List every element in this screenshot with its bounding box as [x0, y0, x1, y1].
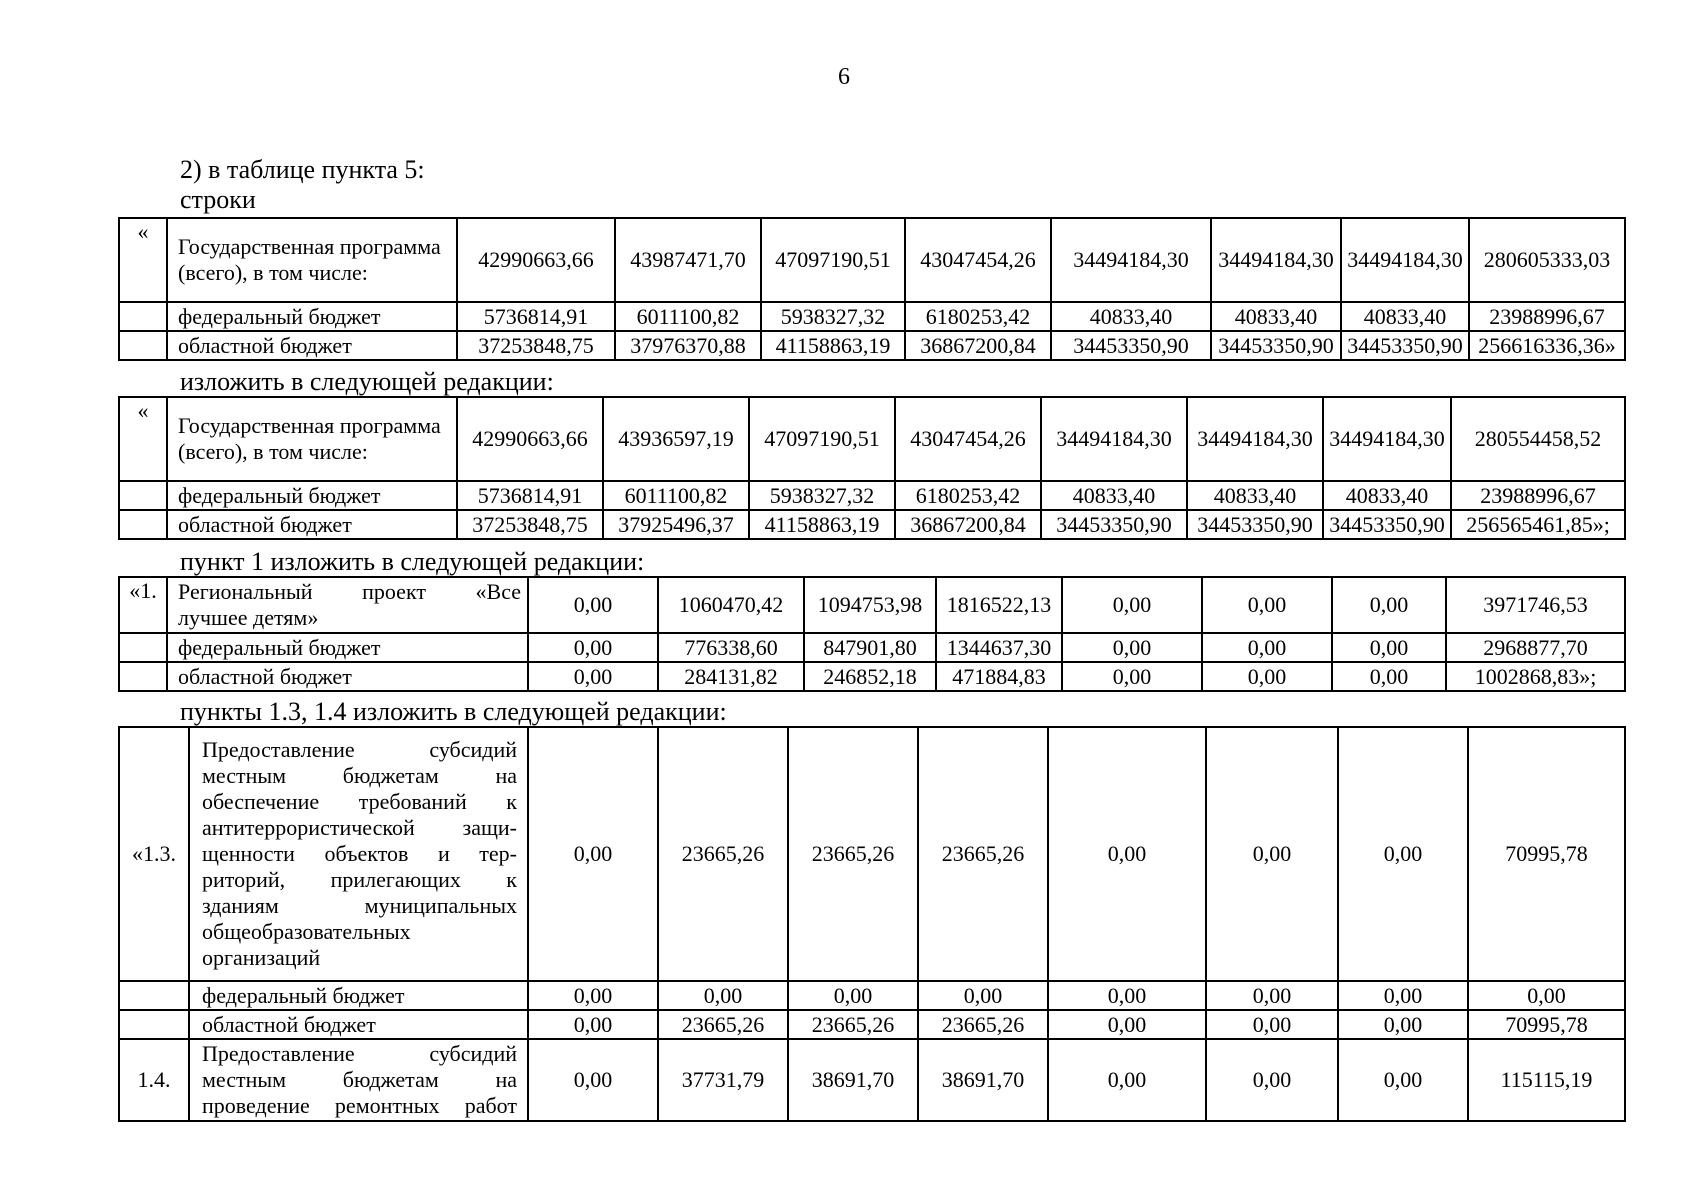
table-row	[119, 727, 1625, 981]
row-name-line: местным бюджетам на	[202, 763, 517, 788]
row-name	[189, 1039, 528, 1121]
cell-value: 40833,40	[1211, 302, 1341, 331]
cell-value: 0,00	[1062, 633, 1202, 662]
cell-value: 34453350,90	[1051, 331, 1211, 360]
cell-value: 0,00	[1332, 577, 1446, 633]
cell-value: 0,00	[1338, 1010, 1468, 1039]
cell-value: 23665,26	[918, 727, 1048, 981]
cell-value: 6011100,82	[603, 481, 749, 510]
cell-value: 37253848,75	[457, 510, 603, 539]
cell-value: 6180253,42	[905, 302, 1051, 331]
cell-value: 471884,83	[936, 662, 1062, 691]
cell-value: 41158863,19	[749, 510, 895, 539]
cell-value: 0,00	[528, 1010, 658, 1039]
cell-value: 0,00	[528, 727, 658, 981]
cell-value: 847901,80	[804, 633, 936, 662]
cell-value: 1094753,98	[804, 577, 936, 633]
table-items-1-3-1-4	[118, 726, 1626, 1122]
cell-value: 5736814,91	[457, 481, 603, 510]
row-mark: «	[119, 397, 167, 481]
cell-value: 36867200,84	[895, 510, 1041, 539]
row-name-line: антитеррористической защи-	[202, 815, 517, 840]
cell-value: 43047454,26	[905, 218, 1051, 302]
page-number: 6	[838, 64, 850, 90]
cell-value: 0,00	[1048, 1039, 1206, 1121]
cell-value: 0,00	[918, 981, 1048, 1010]
row-name-line: риторий, прилегающих к	[202, 867, 517, 892]
cell-value: 776338,60	[658, 633, 804, 662]
row-name: областной бюджет	[167, 331, 457, 360]
cell-value: 0,00	[1062, 662, 1202, 691]
cell-value: 0,00	[1202, 577, 1332, 633]
row-mark: «	[119, 218, 167, 302]
cell-value: 0,00	[1048, 727, 1206, 981]
cell-value: 3971746,53	[1446, 577, 1625, 633]
table-row	[119, 331, 1625, 360]
cell-value: 0,00	[1338, 727, 1468, 981]
cell-value: 0,00	[528, 981, 658, 1010]
cell-value: 0,00	[1338, 1039, 1468, 1121]
cell-value: 0,00	[528, 662, 658, 691]
cell-value: 5938327,32	[749, 481, 895, 510]
cell-value: 5736814,91	[457, 302, 615, 331]
cell-value: 43047454,26	[895, 397, 1041, 481]
cell-value: 1344637,30	[936, 633, 1062, 662]
row-name: Государственная программа (всего), в том числе:	[167, 397, 457, 481]
cell-value: 6011100,82	[615, 302, 761, 331]
cell-value: 6180253,42	[895, 481, 1041, 510]
table-old-program-rows	[118, 217, 1626, 361]
row-mark	[119, 302, 167, 331]
cell-value: 37731,79	[658, 1039, 788, 1121]
cell-value: 70995,78	[1468, 1010, 1625, 1039]
cell-value: 23665,26	[788, 1010, 918, 1039]
heading-new-edition: изложить в следующей редакции:	[180, 367, 554, 396]
cell-value: 0,00	[1202, 633, 1332, 662]
cell-value: 42990663,66	[457, 397, 603, 481]
row-name: областной бюджет	[189, 1010, 528, 1039]
cell-value: 37976370,88	[615, 331, 761, 360]
table-row	[119, 1039, 1625, 1121]
row-name-line: обеспечение требований к	[202, 789, 517, 814]
heading-items-1-3-1-4: пункты 1.3, 1.4 изложить в следующей редакции:	[180, 697, 727, 726]
cell-value: 37925496,37	[603, 510, 749, 539]
cell-value: 0,00	[658, 981, 788, 1010]
table-row	[119, 481, 1625, 510]
cell-value: 0,00	[788, 981, 918, 1010]
row-name-line: Предоставление субсидий	[202, 1041, 517, 1066]
table-row	[119, 218, 1625, 302]
row-mark	[119, 1010, 189, 1039]
cell-value: 280605333,03	[1469, 218, 1625, 302]
table-row	[119, 510, 1625, 539]
cell-value: 0,00	[1206, 1010, 1338, 1039]
cell-value: 40833,40	[1187, 481, 1323, 510]
intro-line-1: 2) в таблице пункта 5:	[180, 155, 425, 184]
cell-value: 36867200,84	[905, 331, 1051, 360]
row-name-line: проведение ремонтных работ	[202, 1093, 517, 1118]
cell-value: 0,00	[1332, 662, 1446, 691]
cell-value: 23665,26	[918, 1010, 1048, 1039]
table-new-program-rows	[118, 396, 1626, 540]
cell-value: 38691,70	[788, 1039, 918, 1121]
row-mark	[119, 481, 167, 510]
row-name-line: Региональный проект «Все	[178, 579, 521, 604]
heading-item-1: пункт 1 изложить в следующей редакции:	[180, 547, 645, 576]
cell-value: 34494184,30	[1211, 218, 1341, 302]
table-row	[119, 397, 1625, 481]
cell-value: 38691,70	[918, 1039, 1048, 1121]
row-name: федеральный бюджет	[167, 302, 457, 331]
cell-value: 256565461,85»;	[1451, 510, 1625, 539]
cell-value: 34453350,90	[1211, 331, 1341, 360]
table-row	[119, 981, 1625, 1010]
cell-value: 34494184,30	[1341, 218, 1469, 302]
row-name-line: Предоставление субсидий	[202, 737, 517, 762]
row-name: областной бюджет	[167, 662, 528, 691]
row-name: федеральный бюджет	[167, 481, 457, 510]
cell-value: 0,00	[1206, 727, 1338, 981]
row-name-line: местным бюджетам на	[202, 1067, 517, 1092]
row-mark: «1.	[119, 577, 167, 633]
cell-value: 1060470,42	[658, 577, 804, 633]
row-mark	[119, 981, 189, 1010]
cell-value: 246852,18	[804, 662, 936, 691]
row-name-line: организаций	[202, 945, 321, 970]
cell-value: 0,00	[528, 577, 658, 633]
cell-value: 47097190,51	[749, 397, 895, 481]
cell-value: 34453350,90	[1341, 331, 1469, 360]
cell-value: 0,00	[1332, 633, 1446, 662]
table-row	[119, 577, 1625, 633]
cell-value: 70995,78	[1468, 727, 1625, 981]
cell-value: 40833,40	[1341, 302, 1469, 331]
cell-value: 256616336,36»	[1469, 331, 1625, 360]
cell-value: 23665,26	[788, 727, 918, 981]
table-item-1	[118, 576, 1626, 692]
row-name-line: общеобразовательных	[202, 919, 411, 944]
cell-value: 0,00	[1062, 577, 1202, 633]
cell-value: 0,00	[528, 633, 658, 662]
cell-value: 0,00	[1202, 662, 1332, 691]
cell-value: 0,00	[1048, 1010, 1206, 1039]
table-row	[119, 1010, 1625, 1039]
row-name-line: зданиям муниципальных	[202, 893, 517, 918]
cell-value: 280554458,52	[1451, 397, 1625, 481]
cell-value: 43936597,19	[603, 397, 749, 481]
row-name: федеральный бюджет	[189, 981, 528, 1010]
cell-value: 1002868,83»;	[1446, 662, 1625, 691]
cell-value: 23665,26	[658, 727, 788, 981]
cell-value: 5938327,32	[761, 302, 905, 331]
row-name: федеральный бюджет	[167, 633, 528, 662]
row-mark	[119, 331, 167, 360]
cell-value: 0,00	[528, 1039, 658, 1121]
table-row	[119, 633, 1625, 662]
row-name-line: лучшее детям»	[178, 605, 319, 630]
row-mark	[119, 633, 167, 662]
cell-value: 47097190,51	[761, 218, 905, 302]
intro-line-2: строки	[180, 185, 256, 214]
cell-value: 0,00	[1206, 1039, 1338, 1121]
cell-value: 40833,40	[1041, 481, 1187, 510]
cell-value: 1816522,13	[936, 577, 1062, 633]
cell-value: 41158863,19	[761, 331, 905, 360]
cell-value: 34453350,90	[1187, 510, 1323, 539]
cell-value: 284131,82	[658, 662, 804, 691]
row-name: областной бюджет	[167, 510, 457, 539]
row-name	[189, 727, 528, 981]
cell-value: 40833,40	[1323, 481, 1451, 510]
cell-value: 34494184,30	[1323, 397, 1451, 481]
table-row	[119, 302, 1625, 331]
cell-value: 0,00	[1206, 981, 1338, 1010]
cell-value: 23988996,67	[1469, 302, 1625, 331]
cell-value: 37253848,75	[457, 331, 615, 360]
row-name	[167, 577, 528, 633]
cell-value: 0,00	[1338, 981, 1468, 1010]
row-name-line: щенности объектов и тер-	[202, 841, 517, 866]
cell-value: 40833,40	[1051, 302, 1211, 331]
cell-value: 34494184,30	[1187, 397, 1323, 481]
cell-value: 23988996,67	[1451, 481, 1625, 510]
row-mark: 1.4.	[119, 1039, 189, 1121]
cell-value: 0,00	[1468, 981, 1625, 1010]
row-mark	[119, 662, 167, 691]
cell-value: 42990663,66	[457, 218, 615, 302]
cell-value: 34453350,90	[1323, 510, 1451, 539]
cell-value: 0,00	[1048, 981, 1206, 1010]
cell-value: 115115,19	[1468, 1039, 1625, 1121]
row-name: Государственная программа (всего), в том числе:	[167, 218, 457, 302]
row-mark: «1.3.	[119, 727, 189, 981]
cell-value: 2968877,70	[1446, 633, 1625, 662]
cell-value: 23665,26	[658, 1010, 788, 1039]
table-row	[119, 662, 1625, 691]
cell-value: 34494184,30	[1041, 397, 1187, 481]
cell-value: 43987471,70	[615, 218, 761, 302]
cell-value: 34453350,90	[1041, 510, 1187, 539]
cell-value: 34494184,30	[1051, 218, 1211, 302]
row-mark	[119, 510, 167, 539]
